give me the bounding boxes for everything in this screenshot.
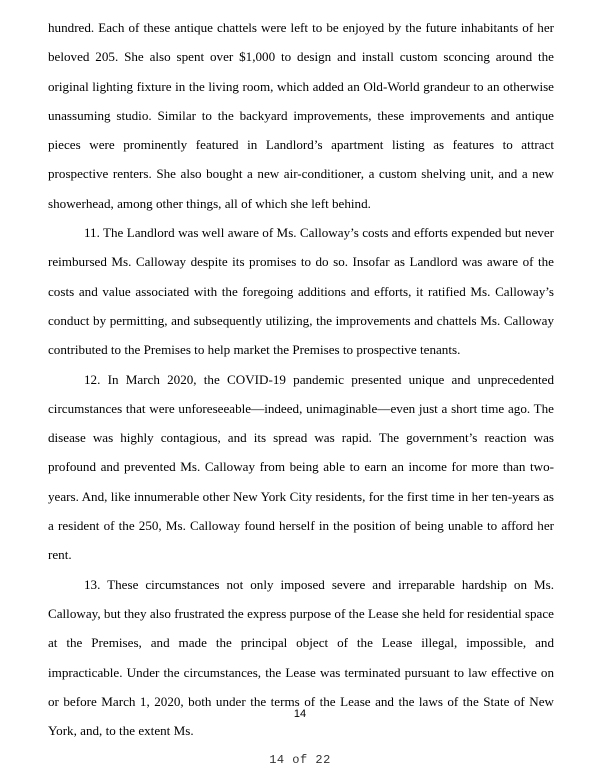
document-body [48, 13, 554, 745]
paragraph-13: 13. These circumstances not only imposed severe and irreparable hardship on Ms. Calloway, but they also frustrated the express purpose of the Lease she held for residential space at the Premises, and made the principal object of the Lease illegal, impossible, and impracticable. Under the circumstances, the Lease was terminated pursuant to law effective on or before March 1, 2020, both under the terms of the Lease and the laws of the State of New York, and, to the extent Ms. [48, 576, 554, 739]
paragraph-continuation: hundred. Each of these antique chattels were left to be enjoyed by the future inhabitants of her beloved 205. She also spent over $1,000 to design and install custom sconcing around the original lighting fixture in the living room, which added an Old-World grandeur to an otherwise unassuming studio. Similar to the backyard improvements, these improvements and antique pieces were prominently featured in Landlord’s apartment listing as features to attract prospective renters. She also bought a new air-conditioner, a custom shelving unit, and a new showerhead, among other things, all of which she left behind. [48, 20, 554, 211]
page-number: 14 [293, 708, 307, 720]
page-count-footer: 14 of 22 [269, 753, 331, 767]
paragraph-11: 11. The Landlord was well aware of Ms. Calloway’s costs and efforts expended but never reimbursed Ms. Calloway despite its promises to do so. Insofar as Landlord was aware of the costs and value associated with the foregoing additions and efforts, it ratified Ms. Calloway’s conduct by permitting, and subsequently utilizing, the improvements and chattels Ms. Calloway contributed to the Premises to help market the Premises to prospective tenants. [48, 225, 554, 358]
paragraph-12: 12. In March 2020, the COVID-19 pandemic presented unique and unprecedented circumstances that were unforeseeable—indeed, unimaginable—even just a short time ago. The disease was highly contagious, and its spread was rapid. The government’s reaction was profound and prevented Ms. Calloway from being able to earn an income for more than two-years. And, like innumerable other New York City residents, for the first time in her ten-years as a resident of the 250, Ms. Calloway found herself in the position of being unable to afford her rent. [48, 371, 554, 563]
